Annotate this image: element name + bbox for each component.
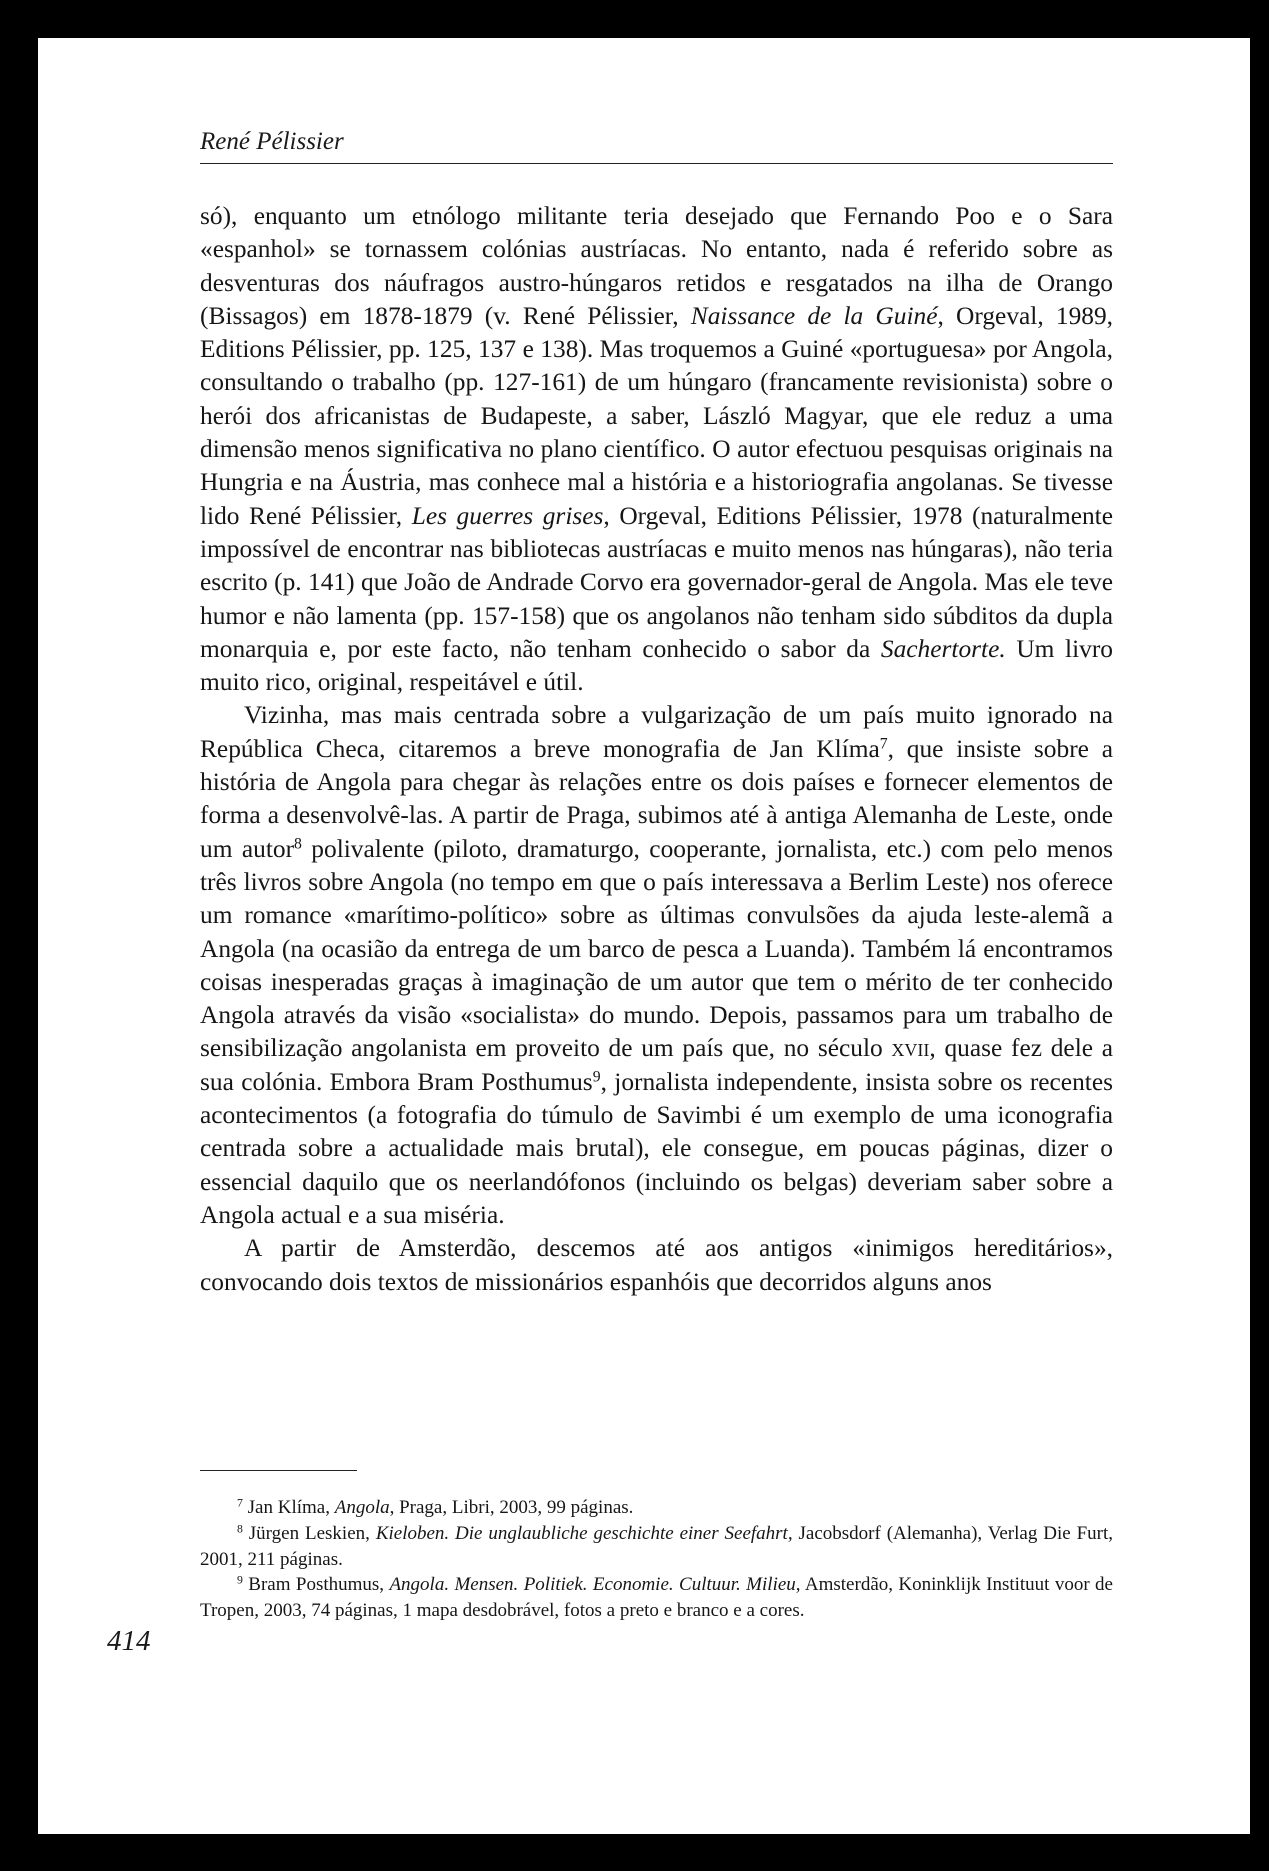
footnote-ref: 7 (879, 735, 888, 753)
footnote-number: 9 (237, 1573, 243, 1587)
footnote-number: 8 (237, 1522, 243, 1536)
italic-text: Kieloben. Die unglaubliche geschichte einer Seefahrt, (375, 1522, 793, 1544)
italic-text: Naissance de la Guiné (690, 301, 938, 330)
text-run: só), enquanto um etnólogo militante teria desejado que Fernando Poo e o Sara «espanhol» se tornassem colónias austríacas. No entanto, nada é referido sobre as desventuras dos náufragos austro-húngaros retidos e resgatados na ilha de Orango (Bissagos) em 1878-1879 (v. René Pélissier, (200, 202, 1113, 330)
footnote (200, 1495, 1113, 1521)
text-run: Um livro muito rico, original, respeitável e útil. (200, 634, 1113, 697)
text-run: , Praga, Libri, 2003, 99 páginas. (389, 1497, 634, 1518)
paragraph (200, 699, 1113, 1232)
header-rule (200, 163, 1113, 164)
text-run: , Orgeval, Editions Pélissier, 1978 (naturalmente impossível de encontrar nas bibliotecas austríacas e muito menos nas húngaras), não teria escrito (p. 141) que João de Andrade Corvo era governador-geral de Angola. Mas ele teve humor e não lamenta (pp. 157-158) que os angolanos não tenham sido súbditos da dupla monarquia e, por este facto, não tenham conhecido o sabor da (200, 501, 1113, 663)
text-run: Vizinha, mas mais centrada sobre a vulgarização de um país muito ignorado na República Checa, citaremos a breve monografia de Jan Klíma (200, 701, 1113, 763)
text-run: Jacobsdorf (Alemanha), Verlag Die Furt, 2001, 211 páginas. (200, 1522, 1113, 1570)
italic-text: Sachertorte. (880, 634, 1006, 663)
paragraph (200, 1232, 1113, 1299)
small-caps-text: xvii (891, 1034, 930, 1063)
text-run: , jornalista independente, insista sobre os recentes acontecimentos (a fotografia do túmulo de Savimbi é um exemplo de uma iconografia centrada sobre a actualidade mais brutal), ele consegue, em poucas páginas, dizer o essencial daquilo que os neerlandófonos (incluindo os belgas) deveriam saber sobre a Angola actual e a sua miséria. (200, 1067, 1113, 1229)
italic-text: Les guerres grises (411, 501, 604, 530)
footnote-number: 7 (237, 1496, 243, 1510)
body-text (200, 200, 1113, 1299)
footnote-rule (200, 1470, 357, 1471)
text-run: , quase fez dele a sua colónia. Embora Bram Posthumus (200, 1034, 1113, 1096)
running-title: René Pélissier (200, 128, 344, 155)
text-run: Jürgen Leskien, (242, 1522, 376, 1544)
page-number: 414 (107, 1625, 151, 1657)
footnote-ref: 9 (592, 1068, 601, 1086)
footnote (200, 1521, 1113, 1573)
text-run: Bram Posthumus, (242, 1574, 390, 1596)
footnote (200, 1572, 1113, 1624)
footnotes (200, 1495, 1113, 1624)
text-run: Jan Klíma, (242, 1497, 335, 1518)
italic-text: Angola (334, 1497, 390, 1518)
text-run: polivalente (piloto, dramaturgo, cooperante, jornalista, etc.) com pelo menos três livros sobre Angola (no tempo em que o país interessava a Berlim Leste) nos oferece um romance «marítimo-político» sobre as últimas convulsões da ajuda leste-alemã a Angola (na ocasião da entrega de um barco de pesca a Luanda). Também lá encontramos coisas inesperadas graças à imaginação de um autor que tem o mérito de ter conhecido Angola através da visão «socialista» do mundo. Depois, passamos para um trabalho de sensibilização angolanista em proveito de um país que, no século (200, 834, 1114, 1063)
text-run: , Amsterdão, Koninklijk Instituut voor de Tropen, 2003, 74 páginas, 1 mapa desdobrável, fotos a preto e branco e a cores. (200, 1574, 1113, 1622)
paragraph (200, 200, 1113, 699)
text-run: A partir de Amsterdão, descemos até aos antigos «inimigos hereditários», convocando dois textos de missionários espanhóis que decorridos alguns anos (200, 1234, 1113, 1296)
text-run: , Orgeval, 1989, Editions Pélissier, pp. 125, 137 e 138). Mas troquemos a Guiné «portuguesa» por Angola, consultando o trabalho (pp. 127-161) de um húngaro (francamente revisionista) sobre o herói dos africanistas de Budapeste, a saber, László Magyar, que ele reduz a uma dimensão menos significativa no plano científico. O autor efectuou pesquisas originais na Hungria e na Áustria, mas conhece mal a história e a historiografia angolanas. Se tivesse lido René Pélissier, (200, 301, 1114, 530)
text-run: , que insiste sobre a história de Angola para chegar às relações entre os dois países e fornecer elementos de forma a desenvolvê-las. A partir de Praga, subimos até à antiga Alemanha de Leste, onde um autor (200, 734, 1113, 863)
footnote-ref: 8 (294, 834, 302, 852)
italic-text: Angola. Mensen. Politiek. Economie. Cultuur. Milieu (389, 1574, 796, 1596)
